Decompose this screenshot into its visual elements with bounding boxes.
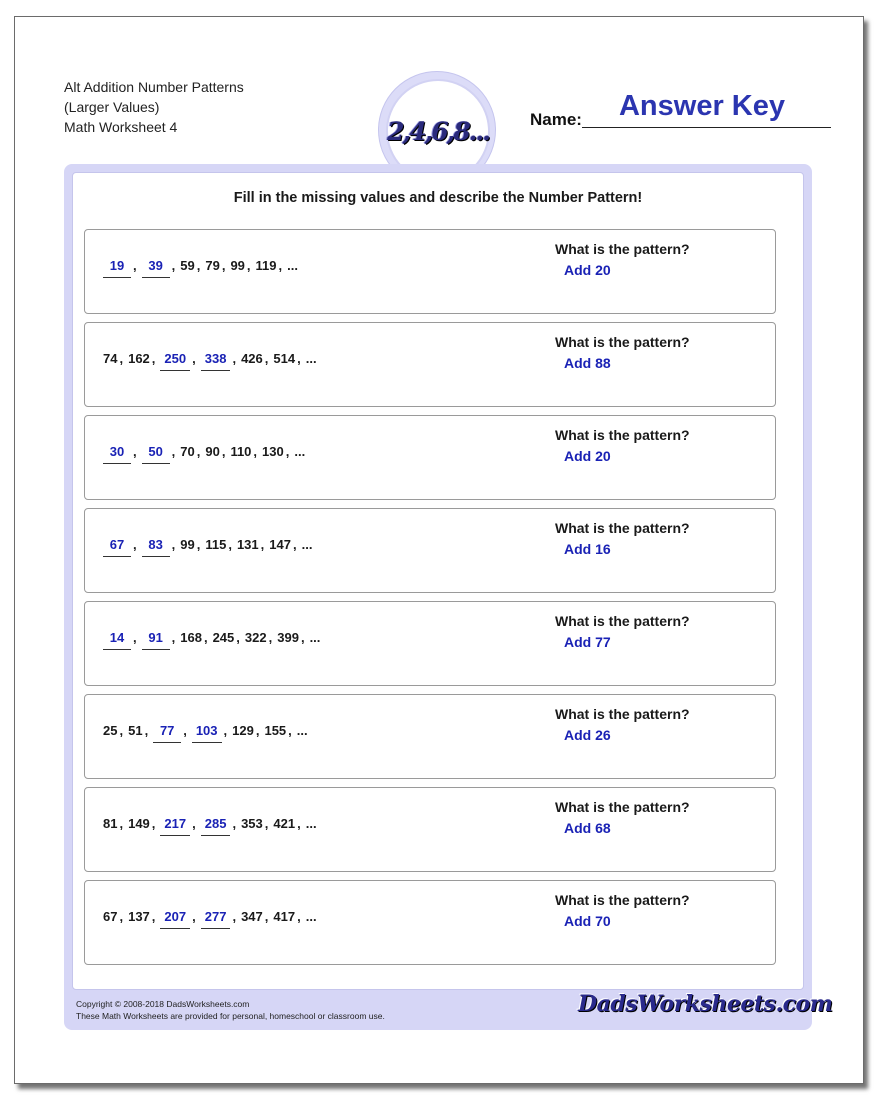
sequence-value: 99 — [230, 258, 245, 273]
comma: , — [119, 816, 124, 831]
sequence-value: 417 — [273, 909, 296, 924]
sequence-value: 149 — [128, 816, 150, 831]
pattern-question: What is the pattern? — [555, 334, 690, 350]
sequence-value: ... — [309, 630, 321, 645]
sequence-value: 59 — [180, 258, 195, 273]
sequence-value: 81 — [103, 816, 118, 831]
title-line: (Larger Values) — [64, 99, 160, 115]
comma: , — [196, 258, 201, 273]
sequence-value: 162 — [128, 351, 150, 366]
number-sequence — [103, 257, 305, 281]
number-sequence — [103, 443, 312, 467]
answer-blank[interactable]: 250 — [160, 350, 190, 371]
comma: , — [232, 909, 237, 924]
sequence-value: 79 — [205, 258, 220, 273]
worksheet-title — [64, 77, 244, 137]
comma: , — [232, 351, 237, 366]
sequence-value: 514 — [273, 351, 296, 366]
comma: , — [133, 630, 137, 645]
dadsworksheets-logo[interactable]: DadsWorksheets.com — [578, 991, 833, 1017]
sequence-value: 147 — [269, 537, 291, 552]
sequence-value: 67 — [103, 909, 118, 924]
comma: , — [297, 909, 301, 924]
comma: , — [171, 258, 176, 273]
problem-box — [84, 508, 776, 593]
sequence-value: 51 — [128, 723, 143, 738]
pattern-question: What is the pattern? — [555, 613, 690, 629]
answer-blank[interactable]: 91 — [142, 629, 170, 650]
sequence-value: 155 — [264, 723, 287, 738]
comma: , — [183, 723, 187, 738]
name-line — [582, 127, 831, 128]
comma: , — [192, 351, 196, 366]
comma: , — [297, 351, 301, 366]
pattern-question: What is the pattern? — [555, 706, 690, 722]
answer-blank[interactable]: 77 — [153, 722, 181, 743]
comma: , — [246, 258, 251, 273]
comma: , — [151, 816, 156, 831]
comma: , — [133, 537, 137, 552]
sequence-value: 399 — [277, 630, 299, 645]
problem-box — [84, 601, 776, 686]
answer-blank[interactable]: 277 — [201, 908, 231, 929]
pattern-answer[interactable]: Add 68 — [564, 820, 611, 836]
comma: , — [151, 351, 156, 366]
sequence-value: 70 — [180, 444, 195, 459]
pattern-answer[interactable]: Add 16 — [564, 541, 611, 557]
problem-box — [84, 415, 776, 500]
copyright-line: These Math Worksheets are provided for personal, homeschool or classroom use. — [76, 1011, 385, 1021]
answer-blank[interactable]: 39 — [142, 257, 170, 278]
pattern-question: What is the pattern? — [555, 799, 690, 815]
problem-box — [84, 880, 776, 965]
sequence-value: 353 — [241, 816, 263, 831]
sequence-value: ... — [305, 909, 317, 924]
comma: , — [151, 909, 156, 924]
comma: , — [253, 444, 258, 459]
pattern-answer[interactable]: Add 77 — [564, 634, 611, 650]
sequence-value: 90 — [205, 444, 220, 459]
comma: , — [171, 630, 176, 645]
problem-box — [84, 787, 776, 872]
sequence-value: 129 — [232, 723, 254, 738]
comma: , — [119, 351, 124, 366]
answer-blank[interactable]: 83 — [142, 536, 170, 557]
comma: , — [171, 444, 176, 459]
sequence-value: ... — [305, 351, 317, 366]
answer-blank[interactable]: 14 — [103, 629, 131, 650]
pattern-answer[interactable]: Add 70 — [564, 913, 611, 929]
sequence-value: 119 — [255, 258, 277, 273]
sequence-value: 245 — [212, 630, 235, 645]
comma: , — [223, 723, 228, 738]
sequence-value: 137 — [128, 909, 150, 924]
comma: , — [236, 630, 240, 645]
comma: , — [255, 723, 260, 738]
pattern-question: What is the pattern? — [555, 520, 690, 536]
number-sequence — [103, 722, 315, 746]
pattern-question: What is the pattern? — [555, 241, 690, 257]
sequence-value: 426 — [241, 351, 263, 366]
sequence-value: ... — [287, 258, 298, 273]
comma: , — [260, 537, 265, 552]
copyright — [76, 998, 385, 1022]
answer-blank[interactable]: 217 — [160, 815, 190, 836]
sequence-value: 74 — [103, 351, 118, 366]
comma: , — [196, 537, 201, 552]
comma: , — [119, 909, 124, 924]
comma: , — [192, 909, 196, 924]
comma: , — [268, 630, 273, 645]
comma: , — [144, 723, 149, 738]
comma: , — [300, 630, 305, 645]
answer-blank[interactable]: 67 — [103, 536, 131, 557]
comma: , — [196, 444, 201, 459]
sequence-value: 25 — [103, 723, 118, 738]
answer-blank[interactable]: 207 — [160, 908, 190, 929]
comma: , — [297, 816, 301, 831]
pattern-answer[interactable]: Add 88 — [564, 355, 611, 371]
sequence-value: 131 — [236, 537, 259, 552]
comma: , — [292, 537, 297, 552]
number-sequence — [103, 536, 319, 560]
comma: , — [221, 258, 226, 273]
sequence-value: ... — [301, 537, 313, 552]
comma: , — [171, 537, 176, 552]
sequence-value: 347 — [241, 909, 263, 924]
answer-key-label: Answer Key — [618, 90, 785, 122]
comma: , — [133, 258, 137, 273]
sequence-value: ... — [305, 816, 317, 831]
answer-blank[interactable]: 30 — [103, 443, 131, 464]
comma: , — [228, 537, 232, 552]
comma: , — [203, 630, 208, 645]
number-sequence — [103, 629, 327, 653]
number-sequence — [103, 815, 324, 839]
pattern-question: What is the pattern? — [555, 892, 690, 908]
answer-blank[interactable]: 338 — [201, 350, 231, 371]
sequence-value: ... — [294, 444, 306, 459]
title-line: Math Worksheet 4 — [64, 119, 178, 135]
pattern-answer[interactable]: Add 20 — [564, 262, 611, 278]
comma: , — [264, 816, 269, 831]
sequence-value: 322 — [244, 630, 267, 645]
comma: , — [278, 258, 283, 273]
comma: , — [133, 444, 137, 459]
sequence-value: 99 — [180, 537, 195, 552]
answer-blank[interactable]: 19 — [103, 257, 131, 278]
comma: , — [119, 723, 124, 738]
pattern-question: What is the pattern? — [555, 427, 690, 443]
sequence-value: 115 — [205, 537, 227, 552]
pattern-badge-text: 2,4,6,8... — [387, 116, 489, 146]
comma: , — [288, 723, 292, 738]
problem-box — [84, 694, 776, 779]
sequence-value: 168 — [180, 630, 202, 645]
name-label: Name: — [530, 110, 582, 129]
comma: , — [221, 444, 226, 459]
title-line: Alt Addition Number Patterns — [64, 79, 244, 95]
number-sequence — [103, 350, 324, 374]
sequence-value: 421 — [273, 816, 296, 831]
sequence-value: 110 — [230, 444, 252, 459]
comma: , — [264, 351, 269, 366]
number-sequence — [103, 908, 324, 932]
sequence-value: 130 — [262, 444, 284, 459]
answer-blank[interactable]: 103 — [192, 722, 222, 743]
problem-box — [84, 229, 776, 314]
pattern-answer[interactable]: Add 20 — [564, 448, 611, 464]
sequence-value: ... — [296, 723, 308, 738]
instructions: Fill in the missing values and describe the Number Pattern! — [233, 190, 643, 206]
comma: , — [192, 816, 196, 831]
pattern-answer[interactable]: Add 26 — [564, 727, 611, 743]
answer-blank[interactable]: 50 — [142, 443, 170, 464]
answer-blank[interactable]: 285 — [201, 815, 231, 836]
comma: , — [285, 444, 290, 459]
problem-box — [84, 322, 776, 407]
comma: , — [232, 816, 237, 831]
comma: , — [264, 909, 269, 924]
copyright-line: Copyright © 2008-2018 DadsWorksheets.com — [76, 999, 250, 1009]
